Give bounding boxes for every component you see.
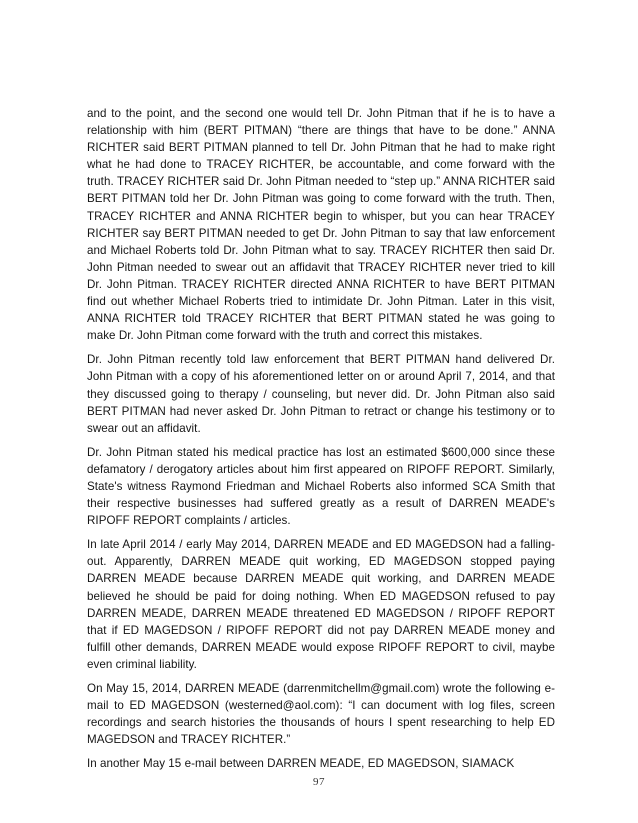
page-number: 97	[313, 776, 325, 788]
paragraph-1: and to the point, and the second one would tell Dr. John Pitman that if he is to have a relationship with him (BERT PITMAN) “there are things that have to be done.” ANNA RICHTER said BERT PITMAN planned to tell Dr. John Pitman that he had to make right what he had done to TRACEY RICHTER, be accountable, and come forward with the truth. TRACEY RICHTER said Dr. John Pitman needed to “step up.” ANNA RICHTER said BERT PITMAN told her Dr. John Pitman was going to come forward with the truth. Then, TRACEY RICHTER and ANNA RICHTER begin to whisper, but you can hear TRACEY RICHTER say BERT PITMAN needed to get Dr. John Pitman to say that law enforcement and Michael Roberts told Dr. John Pitman what to say. TRACEY RICHTER then said Dr. John Pitman needed to swear out an affidavit that TRACEY RICHTER never tried to kill Dr. John Pitman. TRACEY RICHTER directed ANNA RICHTER to have BERT PITMAN find out whether Michael Roberts tried to intimidate Dr. John Pitman. Later in this visit, ANNA RICHTER told TRACEY RICHTER that BERT PITMAN stated he was going to make Dr. John Pitman come forward with the truth and correct this mistakes.	[87, 107, 555, 343]
paragraph-6: In another May 15 e-mail between DARREN MEADE, ED MAGEDSON, SIAMACK	[87, 757, 515, 771]
paragraph-4: In late April 2014 / early May 2014, DARREN MEADE and ED MAGEDSON had a falling-out. Apparently, DARREN MEADE quit working, ED MAGEDSON stopped paying DARREN MEADE because DARREN MEADE quit working, and DARREN MEADE believed he should be paid for doing nothing. When ED MAGEDSON refused to pay DARREN MEADE, DARREN MEADE threatened ED MAGEDSON / RIPOFF REPORT that if ED MAGEDSON / RIPOFF REPORT did not pay DARREN MEADE money and fulfill other demands, DARREN MEADE would expose RIPOFF REPORT to civil, maybe even criminal liability.	[87, 538, 555, 671]
body-text	[87, 105, 555, 779]
paragraph-5: On May 15, 2014, DARREN MEADE (darrenmitchellm@gmail.com) wrote the following e-mail to ED MAGEDSON (westerned@aol.com): “I can document with log files, screen recordings and search histories the thousands of hours I spent researching to help ED MAGEDSON and TRACEY RICHTER.”	[87, 682, 555, 747]
paragraph-3: Dr. John Pitman stated his medical practice has lost an estimated $600,000 since these defamatory / derogatory articles about him first appeared on RIPOFF REPORT. Similarly, State's witness Raymond Friedman and Michael Roberts also informed SCA Smith that their respective businesses had suffered greatly as a result of DARREN MEADE's RIPOFF REPORT complaints / articles.	[87, 445, 555, 528]
paragraph-2: Dr. John Pitman recently told law enforcement that BERT PITMAN hand delivered Dr. John Pitman with a copy of his aforementioned letter on or around April 7, 2014, and that they discussed going to therapy / counseling, but never did. Dr. John Pitman also said BERT PITMAN had never asked Dr. John Pitman to retract or change his testimony or to swear out an affidavit.	[87, 353, 555, 435]
